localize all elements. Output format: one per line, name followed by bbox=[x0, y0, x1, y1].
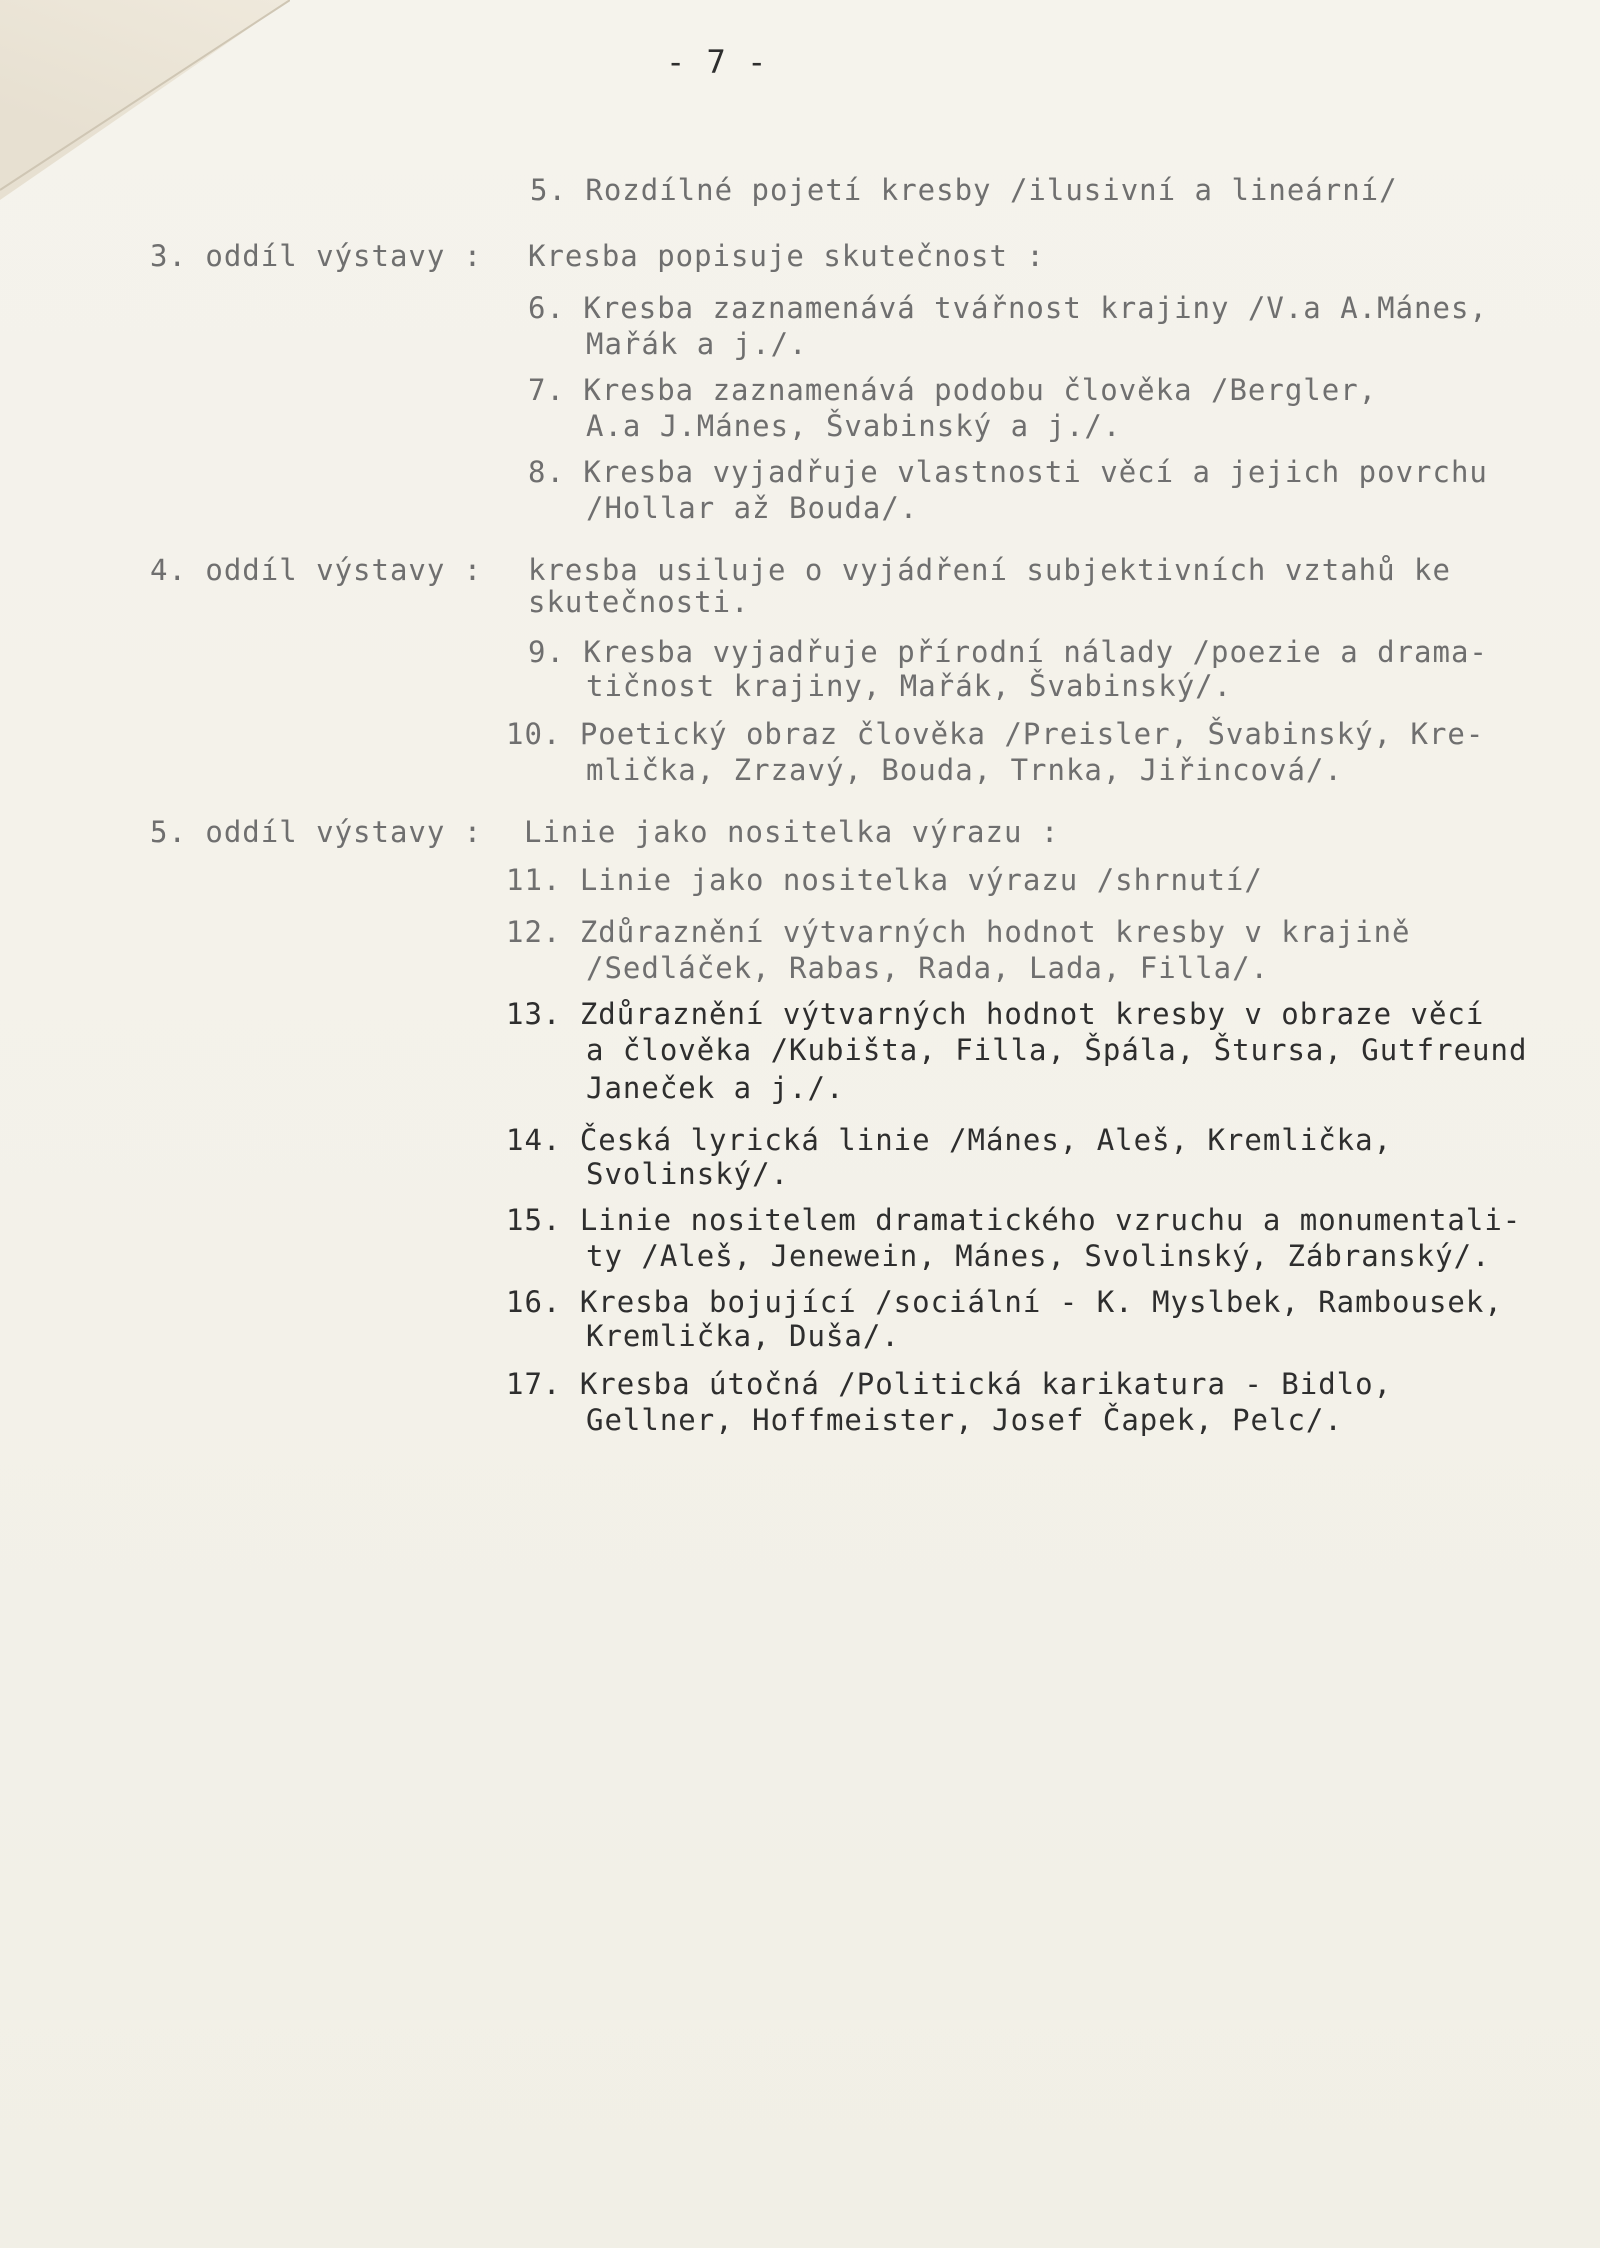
page-number: - 7 - bbox=[666, 43, 768, 81]
item-16-line-2: Kremlička, Duša/. bbox=[586, 1319, 900, 1353]
section-5-title: Linie jako nositelka výrazu : bbox=[524, 815, 1060, 849]
item-6-line-2: Mařák a j./. bbox=[586, 327, 808, 361]
item-9-line-2: tičnost krajiny, Mařák, Švabinský/. bbox=[586, 669, 1233, 703]
item-7-line-2: A.a J.Mánes, Švabinský a j./. bbox=[586, 409, 1122, 443]
section-3-title: Kresba popisuje skutečnost : bbox=[528, 239, 1045, 273]
item-13-line-3: Janeček a j./. bbox=[586, 1071, 845, 1105]
section-4-label: 4. oddíl výstavy : bbox=[150, 553, 483, 587]
item-12-line-2: /Sedláček, Rabas, Rada, Lada, Filla/. bbox=[586, 951, 1270, 985]
item-7-line-1: 7. Kresba zaznamenává podobu člověka /Bergler, bbox=[528, 373, 1378, 407]
item-16-line-1: 16. Kresba bojující /sociální - K. Myslbek, Rambousek, bbox=[506, 1285, 1503, 1319]
item-15-line-1: 15. Linie nositelem dramatického vzruchu a monumentali- bbox=[506, 1203, 1522, 1237]
item-8-line-2: /Hollar až Bouda/. bbox=[586, 491, 919, 525]
item-6-line-1: 6. Kresba zaznamenává tvářnost krajiny /V.a A.Mánes, bbox=[528, 291, 1488, 325]
item-13-line-2: a člověka /Kubišta, Filla, Špála, Štursa, Gutfreund bbox=[586, 1033, 1528, 1067]
folded-corner bbox=[0, 0, 290, 200]
section-4-title-line-1: kresba usiluje o vyjádření subjektivních vztahů ke bbox=[528, 553, 1451, 587]
item-13-line-1: 13. Zdůraznění výtvarných hodnot kresby v obraze věcí bbox=[506, 997, 1485, 1031]
item-11: 11. Linie jako nositelka výrazu /shrnutí/ bbox=[506, 863, 1263, 897]
item-10-line-2: mlička, Zrzavý, Bouda, Trnka, Jiřincová/. bbox=[586, 753, 1343, 787]
item-8-line-1: 8. Kresba vyjadřuje vlastnosti věcí a jejich povrchu bbox=[528, 455, 1488, 489]
item-14-line-1: 14. Česká lyrická linie /Mánes, Aleš, Kremlička, bbox=[506, 1123, 1393, 1157]
section-3-label: 3. oddíl výstavy : bbox=[150, 239, 483, 273]
item-17-line-1: 17. Kresba útočná /Politická karikatura - Bidlo, bbox=[506, 1367, 1393, 1401]
item-14-line-2: Svolinský/. bbox=[586, 1157, 790, 1191]
item-15-line-2: ty /Aleš, Jenewein, Mánes, Svolinský, Zábranský/. bbox=[586, 1239, 1491, 1273]
item-12-line-1: 12. Zdůraznění výtvarných hodnot kresby v krajině bbox=[506, 915, 1411, 949]
section-5-label: 5. oddíl výstavy : bbox=[150, 815, 483, 849]
item-9-line-1: 9. Kresba vyjadřuje přírodní nálady /poezie a drama- bbox=[528, 635, 1488, 669]
item-5: 5. Rozdílné pojetí kresby /ilusivní a lineární/ bbox=[530, 173, 1398, 207]
item-17-line-2: Gellner, Hoffmeister, Josef Čapek, Pelc/. bbox=[586, 1403, 1343, 1437]
section-4-title-line-2: skutečnosti. bbox=[528, 585, 750, 619]
item-10-line-1: 10. Poetický obraz člověka /Preisler, Švabinský, Kre- bbox=[506, 717, 1485, 751]
